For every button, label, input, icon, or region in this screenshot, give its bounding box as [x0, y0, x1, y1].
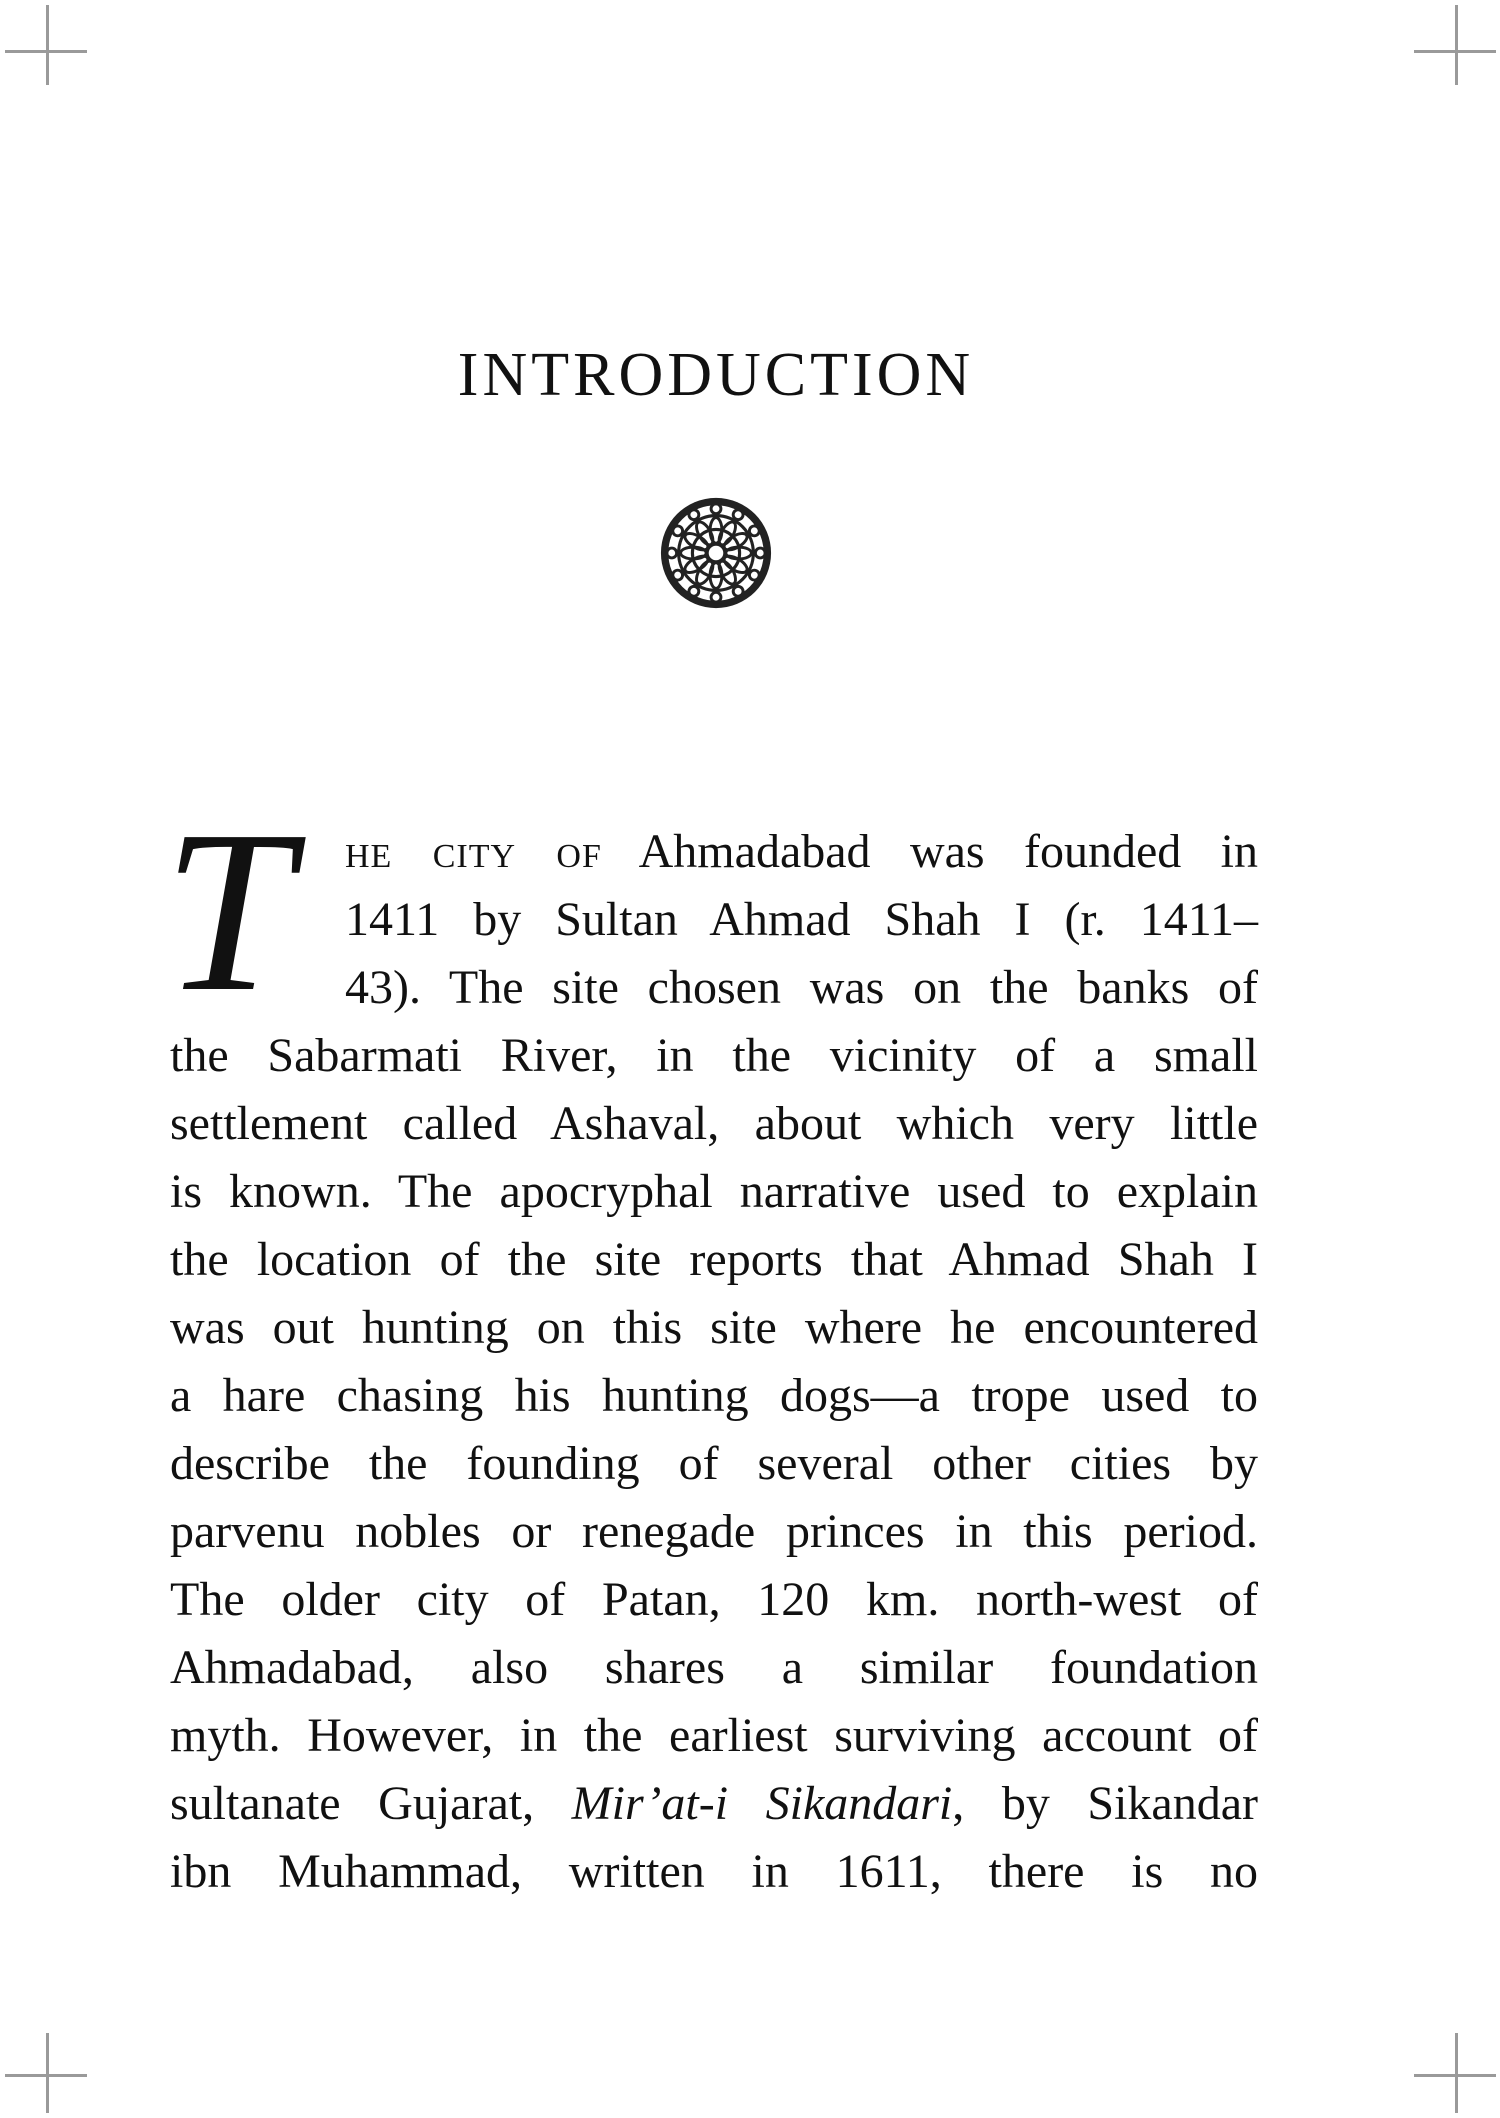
- text-line-10: describe the founding of several other cities by: [170, 1437, 1258, 1490]
- text-line-8: was out hunting on this site where he encountered: [170, 1301, 1258, 1354]
- text-line-14: myth. However, in the earliest surviving account of: [170, 1709, 1258, 1762]
- text-line-4: the Sabarmati River, in the vicinity of a small: [170, 1029, 1258, 1082]
- text-line-2: 1411 by Sultan Ahmad Shah I (r. 1411–: [345, 893, 1258, 946]
- text-line-9: a hare chasing his hunting dogs—a trope used to: [170, 1369, 1258, 1422]
- crop-mark-v: [1455, 5, 1458, 85]
- line-text: Ahmadabad was founded in: [601, 825, 1258, 878]
- line-text: sultanate Gujarat,: [170, 1777, 572, 1830]
- text-line-13: Ahmadabad, also shares a similar foundation: [170, 1641, 1258, 1694]
- crop-mark-v: [46, 2033, 49, 2113]
- line-text: , by Sikandar: [952, 1777, 1259, 1830]
- crop-mark-v: [1455, 2033, 1458, 2113]
- text-line-7: the location of the site reports that Ahmad Shah I: [170, 1233, 1258, 1286]
- text-line-1: [345, 818, 1258, 886]
- text-line-5: settlement called Ashaval, about which very little: [170, 1097, 1258, 1150]
- text-line-3: 43). The site chosen was on the banks of: [345, 961, 1258, 1014]
- book-title-italic: Mir’at-i Sikandari: [571, 1777, 953, 1830]
- text-line-16: ibn Muhammad, written in 1611, there is no: [170, 1845, 1258, 1898]
- text-line-6: is known. The apocryphal narrative used to explain: [170, 1165, 1258, 1218]
- drop-cap: T: [163, 783, 293, 1040]
- text-line-11: parvenu nobles or renegade princes in this period.: [170, 1505, 1258, 1558]
- crop-mark-v: [46, 5, 49, 85]
- text-line-12: The older city of Patan, 120 km. north-west of: [170, 1573, 1258, 1626]
- chapter-title: INTRODUCTION: [457, 341, 975, 409]
- text-line-15: [170, 1770, 1258, 1838]
- rosette-ornament-icon: [657, 494, 775, 612]
- small-caps-lead: he city of: [345, 825, 602, 878]
